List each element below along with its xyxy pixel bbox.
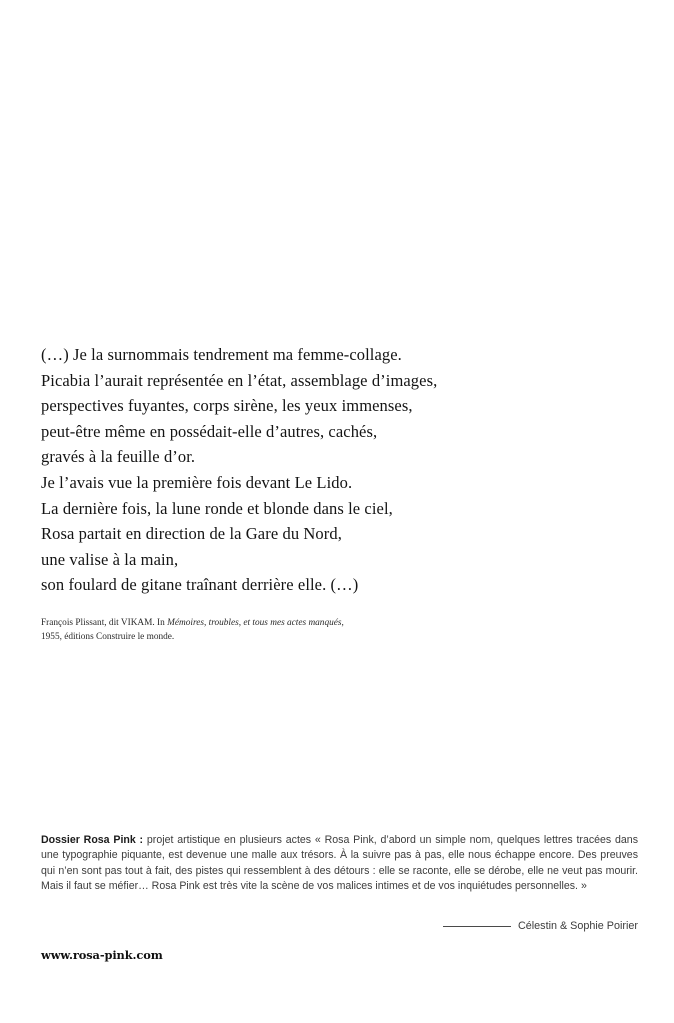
poem-line: Picabia l’aurait représentée en l’état, assemblage d’images, <box>41 370 438 390</box>
source-author: François Plissant, dit VIKAM. In <box>41 618 168 628</box>
poem-line: peut-être même en possédait-elle d’autres, cachés, <box>41 421 378 441</box>
source-attribution <box>41 617 561 644</box>
dossier-block <box>41 833 638 894</box>
source-publication-line: 1955, éditions Construire le monde. <box>41 631 175 642</box>
poem-line: (…) Je la surnommais tendrement ma femme-collage. <box>41 345 402 364</box>
poem-line: Je l’avais vue la première fois devant Le Lido. <box>41 472 353 492</box>
dossier-lead-label: Dossier Rosa Pink : <box>41 834 144 846</box>
signature-block <box>443 919 638 933</box>
poem-line: perspectives fuyantes, corps sirène, les yeux immenses, <box>41 396 413 416</box>
poem-block <box>41 342 601 598</box>
poem-line: Rosa partait en direction de la Gare du Nord, <box>41 524 342 544</box>
poem-line: une valise à la main, <box>41 549 179 569</box>
poem-line: La dernière fois, la lune ronde et blonde dans le ciel, <box>41 498 393 518</box>
signature-rule <box>443 926 511 927</box>
signature-names: Célestin & Sophie Poirier <box>517 920 638 932</box>
source-work-title-suffix: , <box>341 618 344 628</box>
dossier-body-text: projet artistique en plusieurs actes « Rosa Pink, d’abord un simple nom, quelques lettres tracées dans une typographie piquante, est devenue une malle aux trésors. À la suivre pas à pas, elle nous échappe encore. Des preuves qui n’en sont pas tout à fait, des pistes qui ressemblent à des détours : elle se raconte, elle se dérobe, elle ne veut pas mourir. Mais il faut se méfier… Rosa Pink est très vite la scène de vos malices intimes et de vos inquiétudes personnelles. » <box>41 834 638 892</box>
source-work-title: Mémoires, troubles, et tous mes actes manqués <box>167 618 342 628</box>
source-author-line <box>41 617 561 631</box>
footer-website-url[interactable]: www.rosa-pink.com <box>41 948 163 962</box>
poem-line: gravés à la feuille d’or. <box>41 447 196 467</box>
poem-line: son foulard de gitane traînant derrière elle. (…) <box>41 575 359 595</box>
